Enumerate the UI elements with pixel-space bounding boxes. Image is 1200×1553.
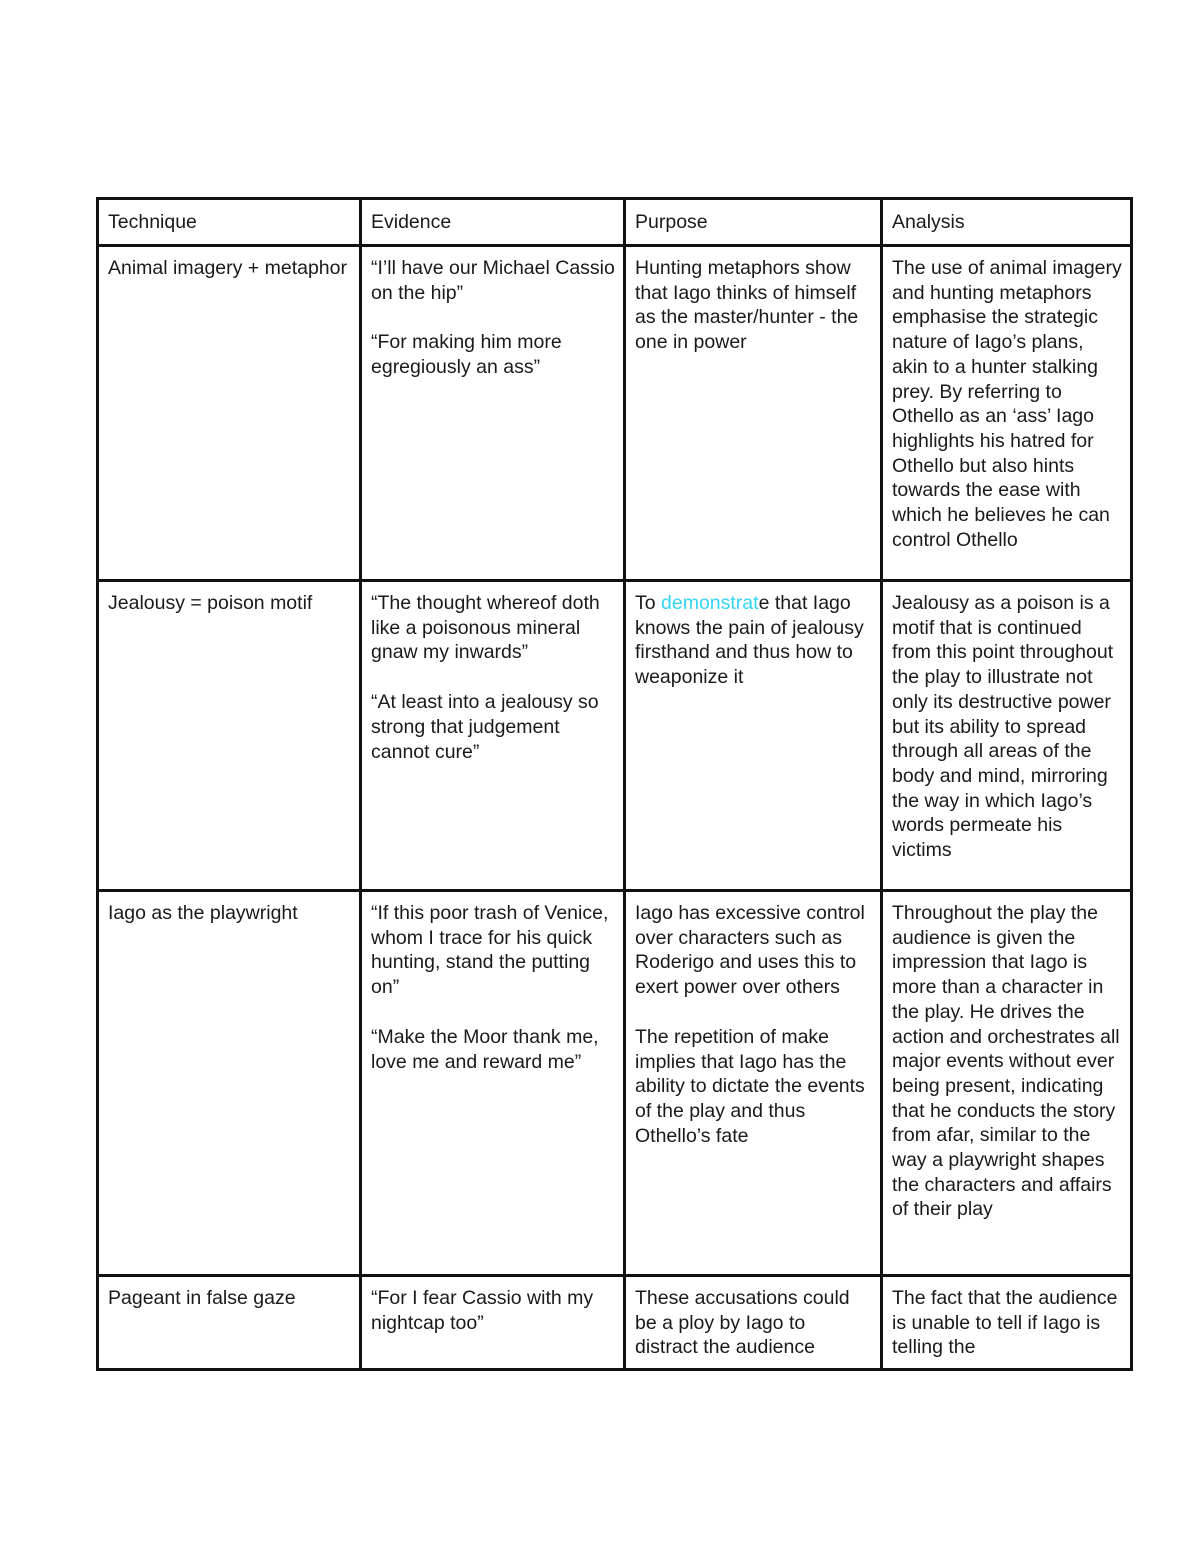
header-purpose: Purpose xyxy=(625,199,882,246)
purpose-text: The repetition of make implies that Iago has the ability to dictate the events of the play and thus Othello’s fate xyxy=(635,1025,865,1147)
analysis-cell: The use of animal imagery and hunting metaphors emphasise the strategic nature of Iago’s plans, akin to a hunter stalking prey. By referring to Othello as an ‘ass’ Iago highlights his hatred for Othello but also hints towards the ease with which he believes he can control Othello xyxy=(882,246,1132,581)
header-analysis: Analysis xyxy=(882,199,1132,246)
analysis-cell: Throughout the play the audience is given the impression that Iago is more than a character in the play. He drives the action and orchestrates all major events without ever being present, indicating that he conducts the story from afar, similar to the way a playwright shapes the characters and affairs of their play xyxy=(882,891,1132,1276)
header-evidence: Evidence xyxy=(361,199,625,246)
evidence-cell xyxy=(361,246,625,581)
technique-cell: Iago as the playwright xyxy=(98,891,361,1276)
purpose-text: These accusations could be a ploy by Iago to distract the audience xyxy=(635,1287,850,1359)
evidence-quote: “Make the Moor thank me, love me and reward me” xyxy=(371,1025,599,1073)
evidence-cell xyxy=(361,581,625,891)
analysis-table xyxy=(96,197,1133,1371)
evidence-cell xyxy=(361,1276,625,1370)
analysis-cell: The fact that the audience is unable to tell if Iago is telling the xyxy=(882,1276,1132,1370)
purpose-text xyxy=(635,591,872,690)
header-technique: Technique xyxy=(98,199,361,246)
evidence-quote: “If this poor trash of Venice, whom I trace for his quick hunting, stand the putting on” xyxy=(371,902,609,999)
technique-cell: Jealousy = poison motif xyxy=(98,581,361,891)
analysis-cell: Jealousy as a poison is a motif that is continued from this point throughout the play to illustrate not only its destructive power but its ability to spread through all areas of the body and mind, mirroring the way in which Iago’s words permeate his victims xyxy=(882,581,1132,891)
table-row xyxy=(98,246,1132,581)
evidence-quote: “The thought whereof doth like a poisonous mineral gnaw my inwards” xyxy=(371,592,600,664)
purpose-cell xyxy=(625,581,882,891)
purpose-text: Iago has excessive control over characters such as Roderigo and uses this to exert power over others xyxy=(635,902,865,999)
table-row xyxy=(98,1276,1132,1370)
evidence-quote: “At least into a jealousy so strong that judgement cannot cure” xyxy=(371,691,599,763)
purpose-text-start: To xyxy=(635,592,662,614)
table-row xyxy=(98,891,1132,1276)
highlighted-word: demonstrat xyxy=(661,592,759,614)
table-header-row xyxy=(98,199,1132,246)
technique-cell: Pageant in false gaze xyxy=(98,1276,361,1370)
purpose-text: Hunting metaphors show that Iago thinks of himself as the master/hunter - the one in power xyxy=(635,257,859,354)
purpose-text-end: e that Iago knows the pain of jealousy firsthand and thus how to weaponize it xyxy=(635,592,864,689)
evidence-cell xyxy=(361,891,625,1276)
purpose-cell xyxy=(625,1276,882,1370)
evidence-quote: “For making him more egregiously an ass” xyxy=(371,331,562,379)
technique-cell: Animal imagery + metaphor xyxy=(98,246,361,581)
purpose-cell xyxy=(625,246,882,581)
evidence-quote: “For I fear Cassio with my nightcap too” xyxy=(371,1287,594,1334)
purpose-cell xyxy=(625,891,882,1276)
table-row xyxy=(98,581,1132,891)
evidence-quote: “I’ll have our Michael Cassio on the hip” xyxy=(371,257,615,304)
